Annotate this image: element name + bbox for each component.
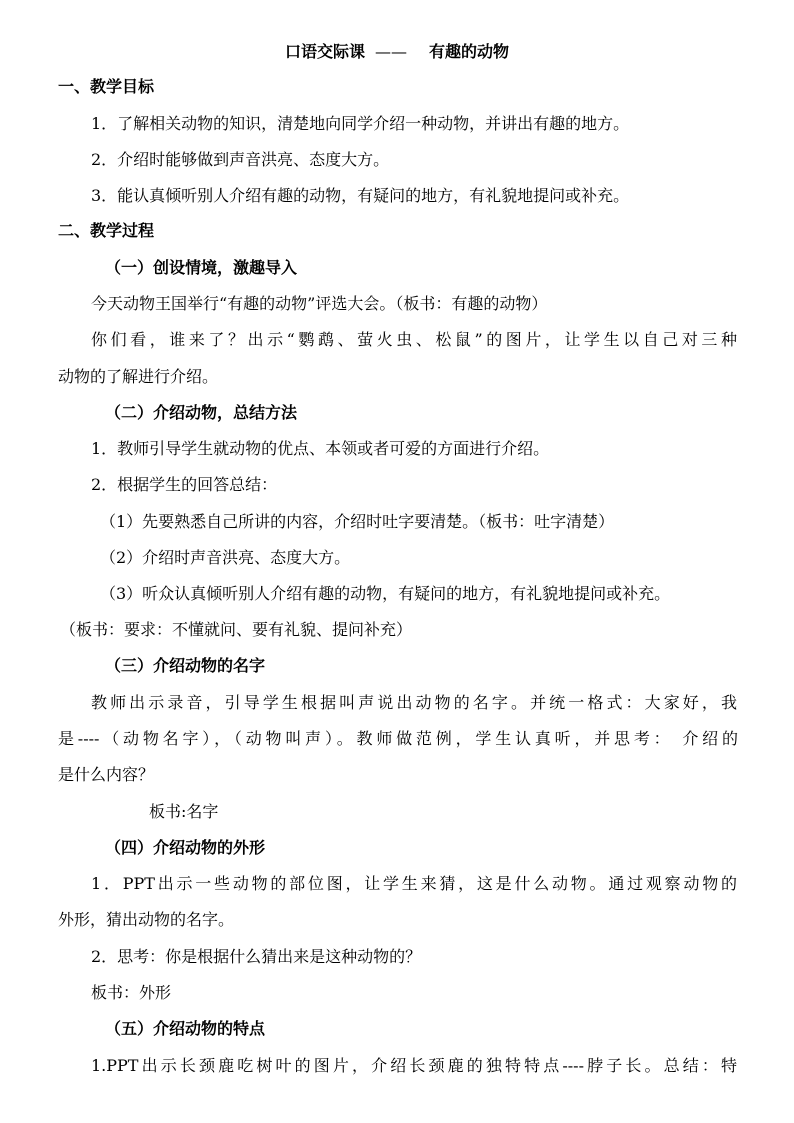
- title-dash: ——: [375, 42, 407, 61]
- part3-paragraph-line-2: 是----（动物名字），（动物叫声）。教师做范例，学生认真听，并思考： 介绍的: [58, 729, 738, 748]
- part3-paragraph-line-1: 教师出示录音，引导学生根据叫声说出动物的名字。并统一格式：大家好，我: [91, 693, 737, 712]
- title-left: 口语交际课: [284, 42, 365, 61]
- document-title: [0, 42, 794, 62]
- goal-item-1: 1．了解相关动物的知识，清楚地向同学介绍一种动物，并讲出有趣的地方。: [91, 114, 630, 133]
- part1-heading: （一）创设情境，激趣导入: [105, 258, 298, 277]
- section-heading-goals: 一、教学目标: [58, 77, 155, 96]
- section-heading-process: 二、教学过程: [58, 221, 155, 240]
- goal-item-3: 3．能认真倾听别人介绍有趣的动物，有疑问的地方，有礼貌地提问或补充。: [91, 186, 630, 205]
- part4-item-1-line-1: 1．PPT出示一些动物的部位图，让学生来猜，这是什么动物。通过观察动物的: [91, 874, 737, 893]
- part2-subitem-2: （2）介绍时声音洪亮、态度大方。: [100, 548, 351, 567]
- part2-subitem-1: （1）先要熟悉自己所讲的内容，介绍时吐字要清楚。（板书：吐字清楚）: [100, 512, 615, 531]
- title-right: 有趣的动物: [429, 42, 510, 61]
- part3-board-note: 板书:名字: [149, 802, 219, 821]
- goal-item-2: 2．介绍时能够做到声音洪亮、态度大方。: [91, 150, 390, 169]
- part3-paragraph-line-3: 是什么内容？: [58, 765, 155, 784]
- part2-item-1: 1．教师引导学生就动物的优点、本领或者可爱的方面进行介绍。: [91, 439, 550, 458]
- part4-item-1-line-2: 外形，猜出动物的名字。: [58, 910, 235, 929]
- part2-subitem-3: （3）听众认真倾听别人介绍有趣的动物，有疑问的地方，有礼貌地提问或补充。: [100, 584, 671, 603]
- part1-paragraph-1: 今天动物王国举行“有趣的动物”评选大会。（板书：有趣的动物）: [91, 294, 548, 313]
- part2-board-note: （板书：要求：不懂就问、要有礼貌、提问补充）: [60, 620, 413, 639]
- part3-heading: （三）介绍动物的名字: [105, 656, 266, 675]
- part5-heading: （五）介绍动物的特点: [105, 1019, 266, 1038]
- part4-heading: （四）介绍动物的外形: [105, 838, 266, 857]
- part1-paragraph-2-line-2: 动物的了解进行介绍。: [58, 367, 219, 386]
- part2-item-2: 2．根据学生的回答总结：: [91, 475, 278, 494]
- part4-item-2: 2．思考：你是根据什么猜出来是这种动物的？: [91, 947, 422, 966]
- part1-paragraph-2-line-1: 你们看，谁来了？出示“鹦鹉、萤火虫、松鼠”的图片，让学生以自己对三种: [91, 330, 737, 349]
- part5-item-1-line-1: 1.PPT出示长颈鹿吃树叶的图片，介绍长颈鹿的独特特点----脖子长。总结：特: [91, 1056, 737, 1075]
- part4-board-note: 板书：外形: [91, 983, 172, 1002]
- part2-heading: （二）介绍动物，总结方法: [105, 403, 298, 422]
